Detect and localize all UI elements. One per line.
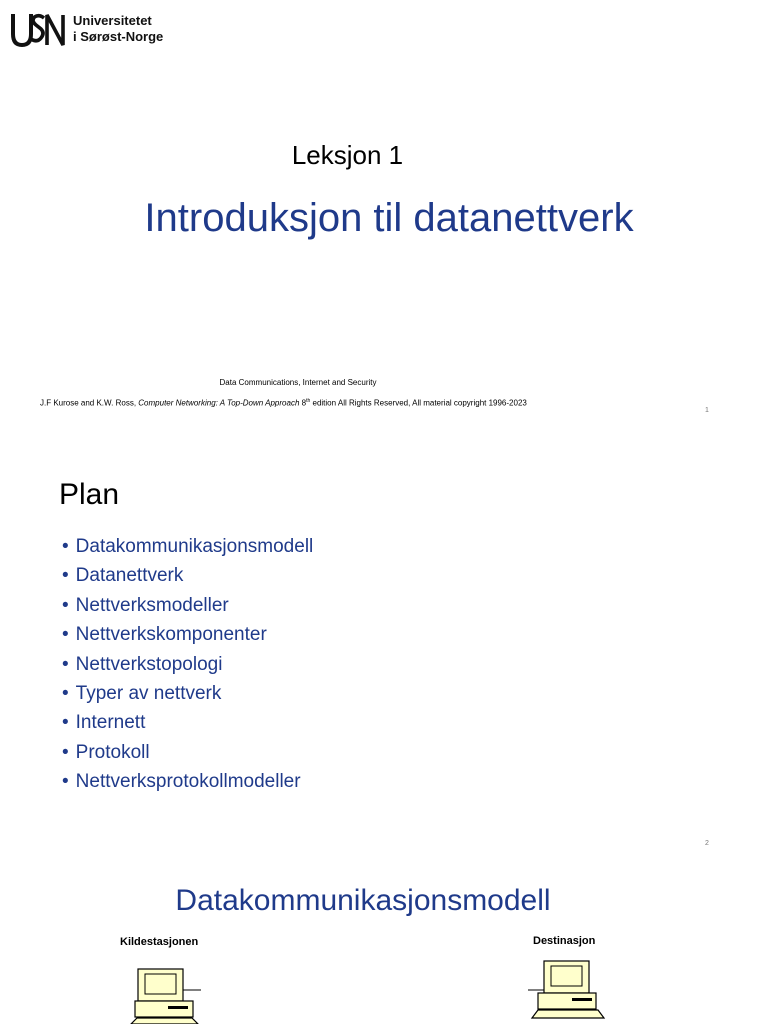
bullet-icon: • <box>62 771 69 793</box>
citation-rest: edition All Rights Reserved, All material copyright 1996-2023 <box>312 398 527 408</box>
plan-item-label: Internett <box>75 712 146 734</box>
bullet-icon: • <box>62 536 69 557</box>
plan-list <box>62 532 313 797</box>
page-number-1: 1 <box>705 407 709 414</box>
plan-item <box>62 620 313 649</box>
source-computer-icon <box>128 968 208 1024</box>
plan-item-label: Nettverksmodeller <box>75 594 229 616</box>
bullet-icon: • <box>62 741 69 763</box>
bullet-icon: • <box>62 565 69 587</box>
usn-logo-mark <box>10 12 68 48</box>
plan-item-label: Datanettverk <box>75 565 184 587</box>
citation-edition-sup: th <box>306 398 311 404</box>
plan-item-label: Nettverksprotokollmodeller <box>75 771 301 793</box>
plan-item <box>62 708 313 737</box>
plan-item-label: Typer av nettverk <box>75 682 222 704</box>
course-name: Data Communications, Internet and Security <box>219 378 377 387</box>
plan-item-label: Protokoll <box>75 741 150 763</box>
logo-line-2: i Sørøst-Norge <box>73 29 164 44</box>
plan-item-label: Nettverkskomponenter <box>75 624 267 646</box>
citation-authors: J.F Kurose and K.W. Ross, <box>40 398 137 408</box>
plan-item <box>62 532 313 561</box>
plan-item <box>62 650 313 679</box>
plan-item <box>62 679 313 708</box>
logo-line-1: Universitetet <box>73 13 152 28</box>
citation-book: Computer Networking: A Top-Down Approach <box>138 398 300 408</box>
plan-item <box>62 591 313 620</box>
bullet-icon: • <box>62 682 69 704</box>
logo-text <box>73 13 163 45</box>
usn-logo <box>10 12 170 48</box>
plan-title: Plan <box>59 478 120 511</box>
destination-computer-icon <box>528 958 608 1024</box>
plan-item <box>62 738 313 767</box>
destination-label: Destinasjon <box>533 935 596 947</box>
source-station-label: Kildestasjonen <box>120 936 199 948</box>
lesson-label: Leksjon 1 <box>291 140 404 170</box>
bullet-icon: • <box>62 624 69 646</box>
bullet-icon: • <box>62 712 69 734</box>
slide1-title: Introduksjon til datanettverk <box>144 196 634 240</box>
page-number-2: 2 <box>705 840 709 847</box>
citation-edition-num: 8 <box>301 398 307 408</box>
plan-item-label: Nettverkstopologi <box>75 653 223 675</box>
plan-item-label: Datakommunikasjonsmodell <box>75 536 314 557</box>
slide3-title: Datakommunikasjonsmodell <box>175 884 551 917</box>
plan-item <box>62 767 313 796</box>
bullet-icon: • <box>62 594 69 616</box>
plan-item <box>62 561 313 590</box>
bullet-icon: • <box>62 653 69 675</box>
citation <box>40 398 527 408</box>
